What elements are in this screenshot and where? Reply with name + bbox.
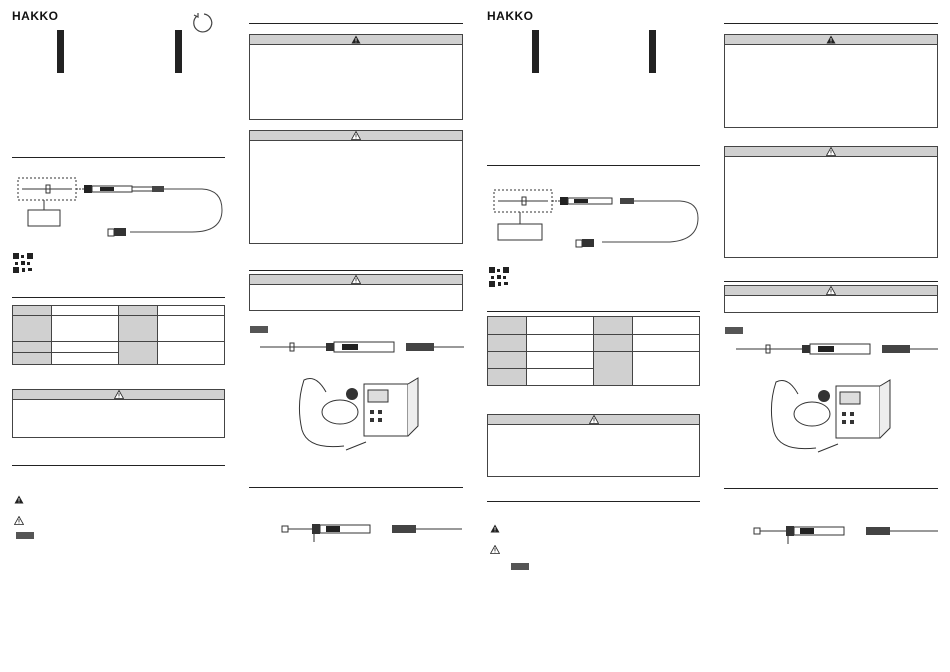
iron-handle-diagram xyxy=(272,518,464,542)
specification-table xyxy=(487,316,700,386)
warning-triangle-icon xyxy=(826,35,836,44)
soldering-iron-diagram xyxy=(12,170,232,242)
iron-handle-diagram xyxy=(748,520,940,544)
brand-logo-2: HAKKO xyxy=(487,9,534,23)
note-tag xyxy=(250,326,268,333)
caution-triangle-icon xyxy=(826,286,836,295)
iron-assembly-diagram xyxy=(256,334,466,464)
section-divider xyxy=(12,465,225,466)
section-divider xyxy=(487,165,700,166)
note-tag xyxy=(725,327,743,334)
warning-triangle-icon xyxy=(14,495,24,504)
black-bar xyxy=(532,30,539,73)
caution-triangle-icon xyxy=(351,131,361,140)
qr-code xyxy=(488,266,510,288)
black-bar xyxy=(649,30,656,73)
soldering-iron-diagram xyxy=(490,180,705,252)
note-tag xyxy=(511,563,529,570)
brand-logo-1: HAKKO xyxy=(12,9,59,23)
caution-triangle-icon xyxy=(589,415,599,424)
caution-box xyxy=(724,285,938,313)
section-divider xyxy=(487,311,700,312)
rotate-arrow-icon xyxy=(191,11,215,35)
section-divider xyxy=(724,281,938,282)
section-divider xyxy=(249,23,463,24)
black-bar xyxy=(57,30,64,73)
caution-triangle-icon xyxy=(114,390,124,399)
section-divider xyxy=(724,488,938,489)
warning-box xyxy=(724,34,938,128)
warning-triangle-icon xyxy=(351,35,361,44)
caution-triangle-icon xyxy=(490,545,500,554)
caution-triangle-icon xyxy=(14,516,24,525)
warning-triangle-icon xyxy=(490,524,500,533)
caution-box xyxy=(249,130,463,244)
note-tag xyxy=(16,532,34,539)
specification-table xyxy=(12,305,225,365)
caution-triangle-icon xyxy=(826,147,836,156)
caution-triangle-icon xyxy=(351,275,361,284)
section-divider xyxy=(724,23,938,24)
qr-code xyxy=(12,252,34,274)
iron-assembly-diagram xyxy=(732,334,942,464)
warning-box xyxy=(12,389,225,438)
section-divider xyxy=(249,487,463,488)
warning-box xyxy=(249,34,463,120)
section-divider xyxy=(12,297,225,298)
caution-box xyxy=(724,146,938,258)
black-bar xyxy=(175,30,182,73)
section-divider xyxy=(12,157,225,158)
section-divider xyxy=(487,501,700,502)
warning-box xyxy=(487,414,700,477)
caution-box xyxy=(249,274,463,311)
section-divider xyxy=(249,270,463,271)
